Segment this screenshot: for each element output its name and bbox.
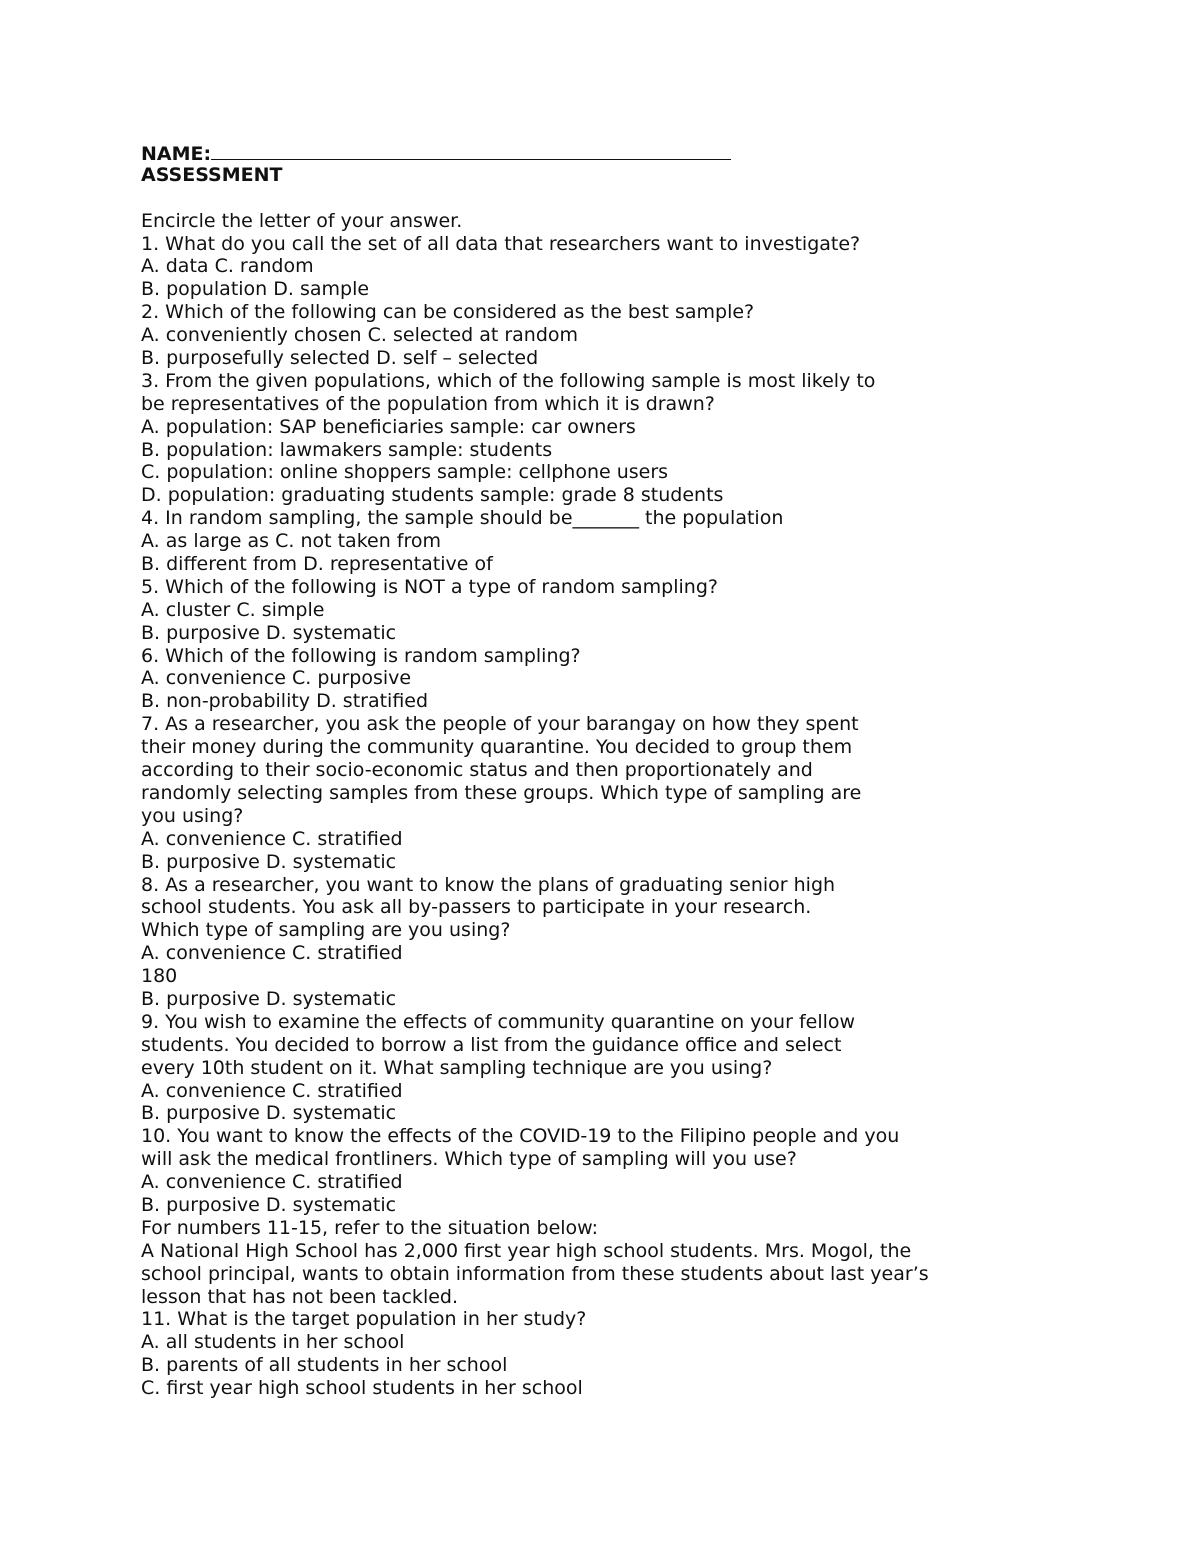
text-line: 9. You wish to examine the effects of community quarantine on your fellow (141, 1010, 856, 1033)
text-line: A. convenience C. stratified (141, 1171, 403, 1194)
text-line: 5. Which of the following is NOT a type of random sampling? (141, 575, 718, 598)
text-line: randomly selecting samples from these groups. Which type of sampling are (141, 781, 862, 804)
text-line: B. purposefully selected D. self – selected (141, 347, 539, 370)
text-line: A. convenience C. stratified (141, 1079, 403, 1102)
text-line: 2. Which of the following can be considered as the best sample? (141, 301, 755, 324)
text-line: will ask the medical frontliners. Which type of sampling will you use? (141, 1148, 797, 1171)
text-line: school principal, wants to obtain information from these students about last year’s (141, 1262, 929, 1285)
text-line: A. convenience C. stratified (141, 942, 403, 965)
text-line: B. purposive D. systematic (141, 1102, 397, 1125)
text-line: B. population D. sample (141, 278, 370, 301)
text-line: 180 (141, 965, 178, 988)
text-line: school students. You ask all by-passers to participate in your research. (141, 896, 812, 919)
text-line: B. parents of all students in her school (141, 1354, 508, 1377)
text-line: B. non-probability D. stratified (141, 690, 429, 713)
question-list (141, 233, 1041, 1400)
name-label: NAME: (141, 143, 212, 165)
text-line: 11. What is the target population in her study? (141, 1308, 587, 1331)
text-line: D. population: graduating students sample: grade 8 students (141, 484, 724, 507)
text-line: A. convenience C. purposive (141, 667, 412, 690)
text-line: A. data C. random (141, 255, 314, 278)
assessment-title: ASSESSMENT (141, 163, 283, 186)
text-line: 8. As a researcher, you want to know the plans of graduating senior high (141, 873, 836, 896)
text-line: 4. In random sampling, the sample should be_______ the population (141, 507, 784, 530)
text-line: 6. Which of the following is random sampling? (141, 644, 581, 667)
text-line: B. purposive D. systematic (141, 987, 397, 1010)
text-line: For numbers 11-15, refer to the situation below: (141, 1216, 599, 1239)
text-line: A. all students in her school (141, 1331, 405, 1354)
text-line: lesson that has not been tackled. (141, 1285, 459, 1308)
text-line: 3. From the given populations, which of the following sample is most likely to (141, 369, 876, 392)
text-line: Which type of sampling are you using? (141, 919, 511, 942)
text-line: be representatives of the population from which it is drawn? (141, 392, 715, 415)
text-line: C. first year high school students in her school (141, 1377, 583, 1400)
text-line: A. convenience C. stratified (141, 827, 403, 850)
text-line: 10. You want to know the effects of the COVID-19 to the Filipino people and you (141, 1125, 900, 1148)
text-line: you using? (141, 804, 244, 827)
name-line (141, 141, 1041, 164)
text-line: B. purposive D. systematic (141, 1193, 397, 1216)
text-line: students. You decided to borrow a list from the guidance office and select (141, 1033, 842, 1056)
assessment-page (141, 141, 1041, 1400)
text-line: A. population: SAP beneficiaries sample: car owners (141, 415, 636, 438)
text-line: B. different from D. representative of (141, 553, 493, 576)
instruction-text: Encircle the letter of your answer. (141, 209, 463, 232)
text-line: their money during the community quarantine. You decided to group them (141, 736, 853, 759)
text-line: A. as large as C. not taken from (141, 530, 442, 553)
text-line: B. purposive D. systematic (141, 621, 397, 644)
spacer (141, 187, 1041, 210)
text-line: A National High School has 2,000 first year high school students. Mrs. Mogol, the (141, 1239, 912, 1262)
text-line: B. purposive D. systematic (141, 850, 397, 873)
text-line: A. conveniently chosen C. selected at random (141, 324, 579, 347)
text-line: according to their socio-economic status and then proportionately and (141, 759, 813, 782)
text-line: 7. As a researcher, you ask the people of your barangay on how they spent (141, 713, 859, 736)
text-line: every 10th student on it. What sampling technique are you using? (141, 1056, 773, 1079)
text-line: 1. What do you call the set of all data that researchers want to investigate? (141, 232, 861, 255)
text-line: A. cluster C. simple (141, 598, 325, 621)
text-line: C. population: online shoppers sample: cellphone users (141, 461, 669, 484)
text-line: B. population: lawmakers sample: students (141, 438, 553, 461)
name-blank (211, 141, 731, 160)
